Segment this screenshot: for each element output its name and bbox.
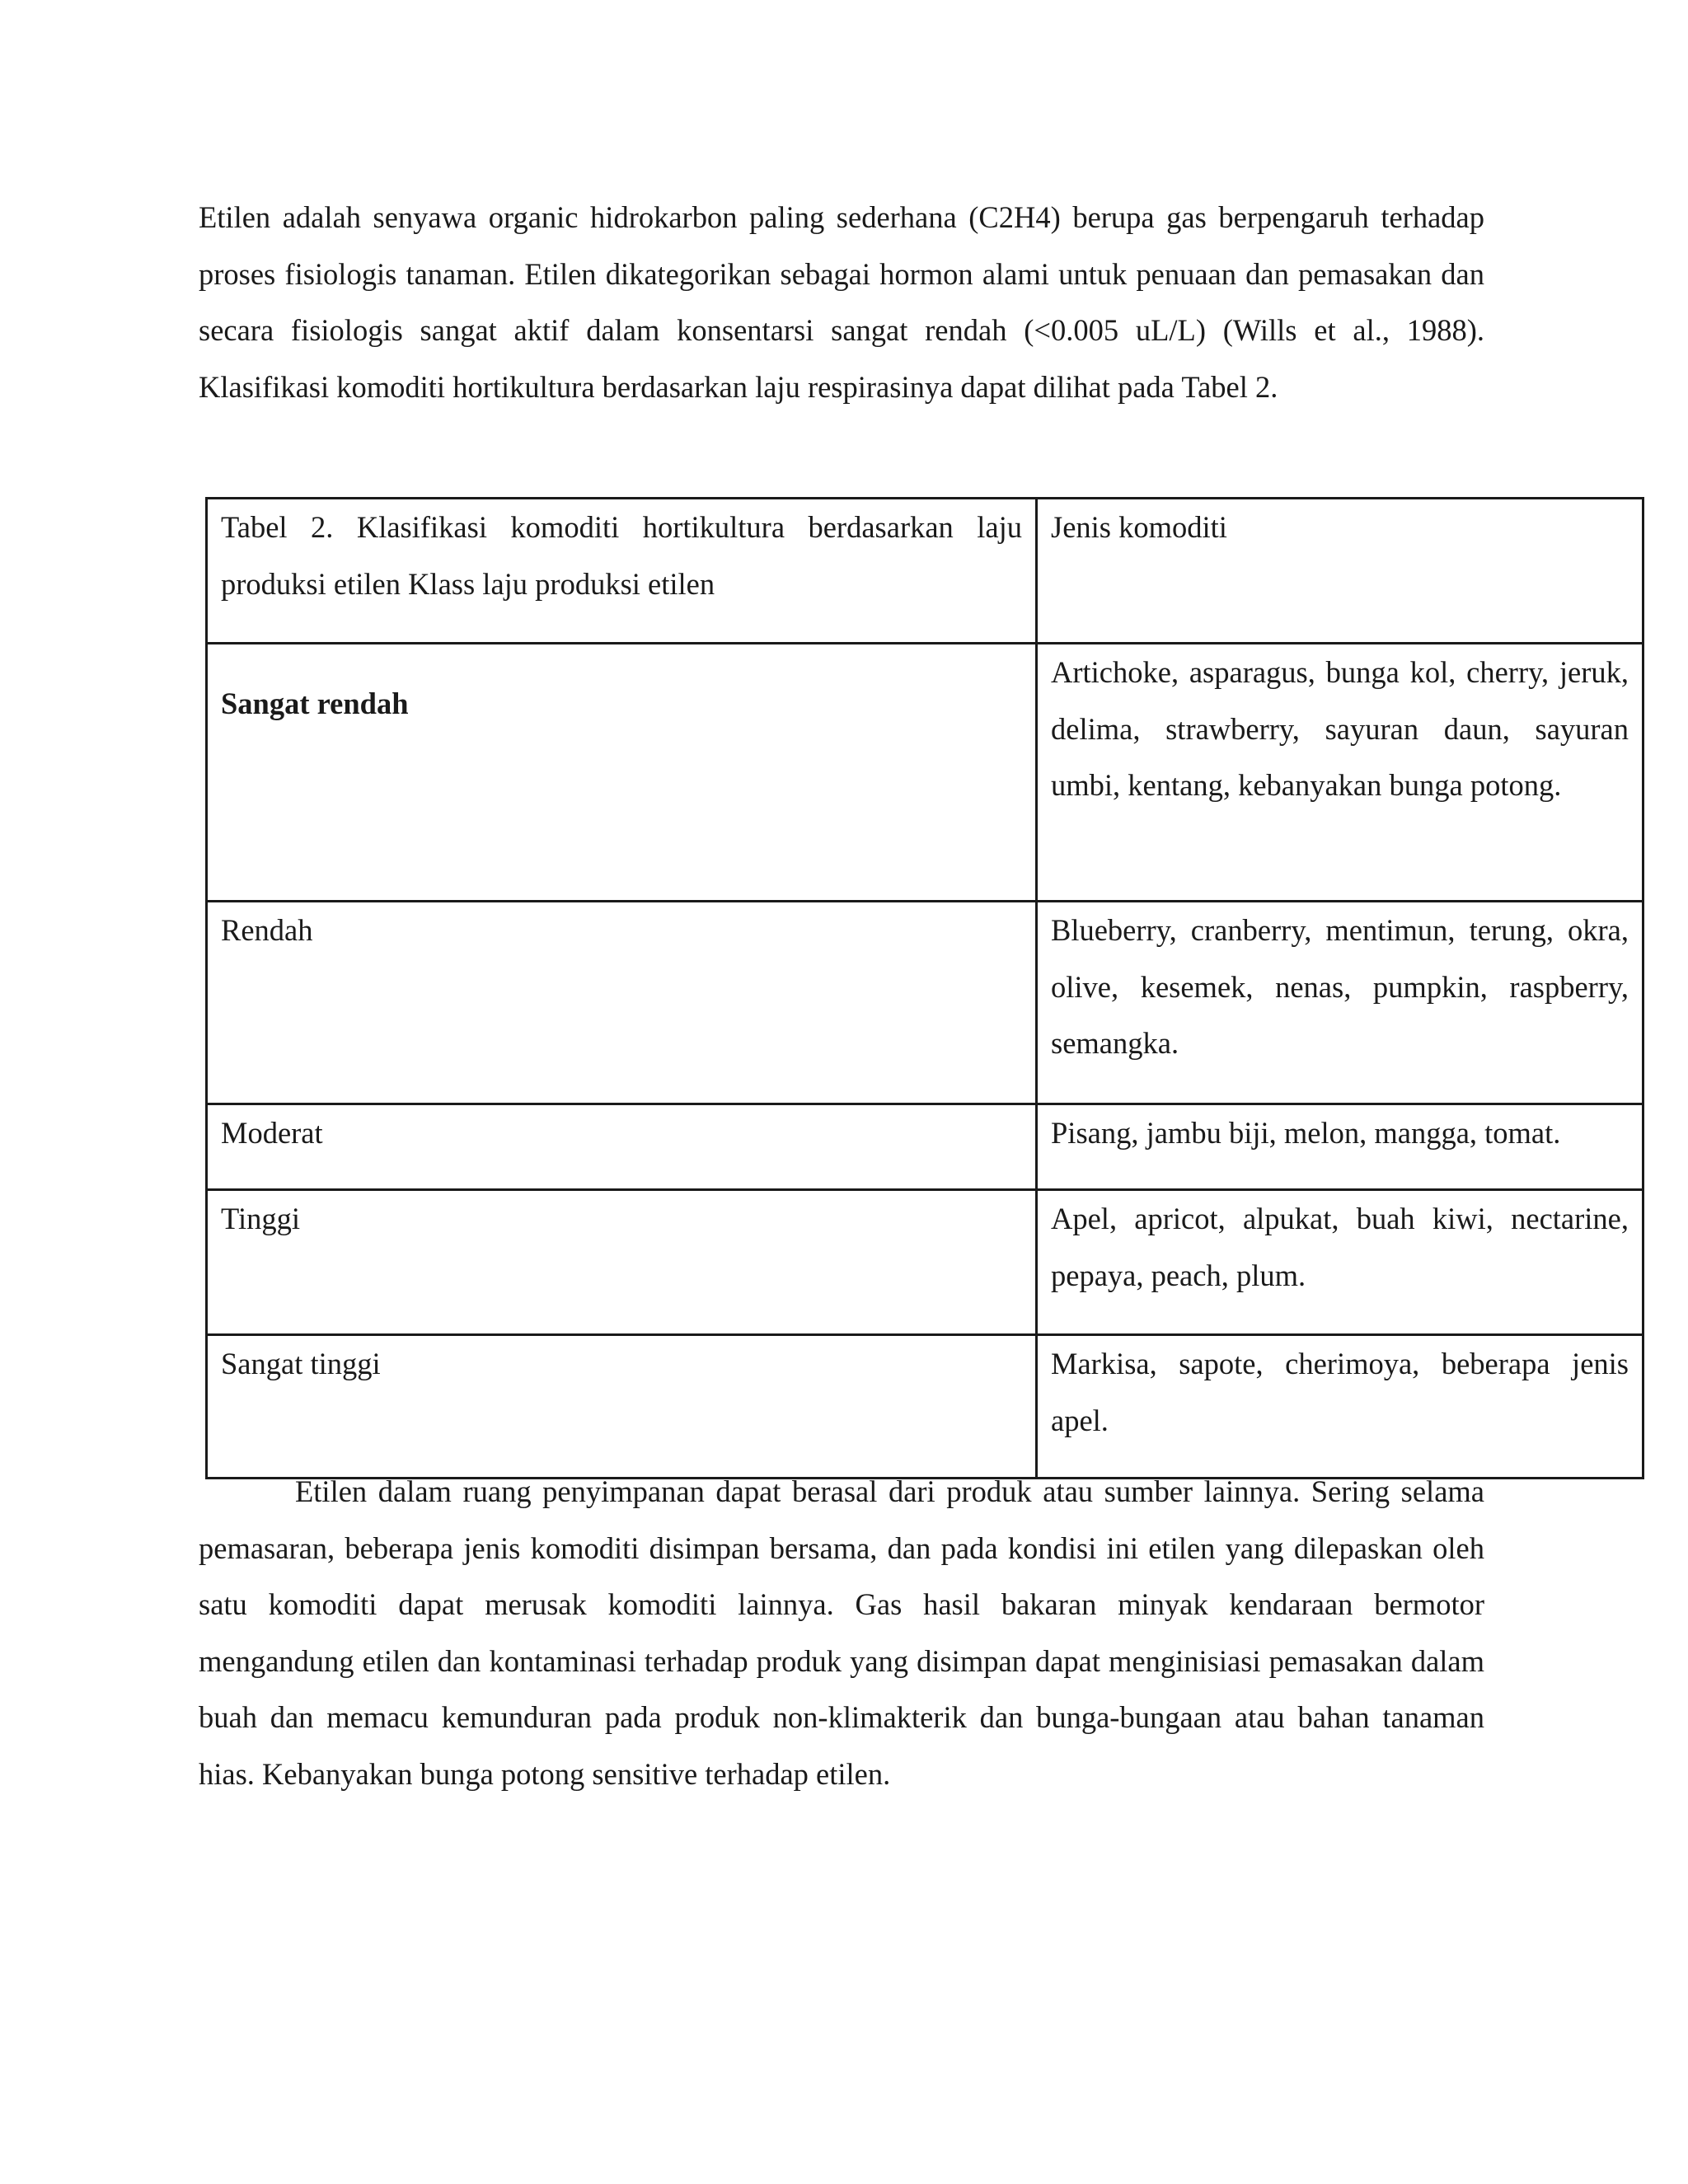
komoditi-cell: Pisang, jambu biji, melon, mangga, tomat.: [1037, 1104, 1643, 1190]
klass-cell: Moderat: [207, 1104, 1037, 1190]
komoditi-cell: Markisa, sapote, cherimoya, beberapa jenis apel.: [1037, 1335, 1643, 1479]
komoditi-cell: Blueberry, cranberry, mentimun, terung, okra, olive, kesemek, nenas, pumpkin, raspberry, semangka.: [1037, 902, 1643, 1104]
table-row: [207, 902, 1643, 1104]
table-row: [207, 1104, 1643, 1190]
klass-cell: Rendah: [207, 902, 1037, 1104]
klass-cell: Sangat rendah: [207, 644, 1037, 902]
table-row: [207, 1190, 1643, 1335]
klass-cell: Tinggi: [207, 1190, 1037, 1335]
table-row: [207, 644, 1643, 902]
ethylene-classification-table: [205, 497, 1644, 1479]
komoditi-cell: Artichoke, asparagus, bunga kol, cherry, jeruk, delima, strawberry, sayuran daun, sayuran umbi, kentang, kebanyakan bunga potong.: [1037, 644, 1643, 902]
table-row: [207, 1335, 1643, 1479]
intro-paragraph: Etilen adalah senyawa organic hidrokarbon paling sederhana (C2H4) berupa gas berpengaruh terhadap proses fisiologis tanaman. Etilen dikategorikan sebagai hormon alami untuk penuaan dan pemasakan dan secara fisiologis sangat aktif dalam konsentarsi sangat rendah (<0.005 uL/L) (Wills et al., 1988). Klasifikasi komoditi hortikultura berdasarkan laju respirasinya dapat dilihat pada Tabel 2.: [199, 200, 1484, 404]
column-header-jenis-komoditi: Jenis komoditi: [1037, 499, 1643, 644]
table-header-row: [207, 499, 1643, 644]
komoditi-cell: Apel, apricot, alpukat, buah kiwi, nectarine, pepaya, peach, plum.: [1037, 1190, 1643, 1335]
table-caption-cell: Tabel 2. Klasifikasi komoditi hortikultura berdasarkan laju produksi etilen Klass laju produksi etilen: [207, 499, 1037, 644]
klass-cell: Sangat tinggi: [207, 1335, 1037, 1479]
body-paragraph: Etilen dalam ruang penyimpanan dapat berasal dari produk atau sumber lainnya. Sering selama pemasaran, beberapa jenis komoditi disimpan bersama, dan pada kondisi ini etilen yang dilepaskan oleh satu komoditi dapat merusak komoditi lainnya. Gas hasil bakaran minyak kendaraan bermotor mengandung etilen dan kontaminasi terhadap produk yang disimpan dapat menginisiasi pemasakan dalam buah dan memacu kemunduran pada produk non-klimakterik dan bunga-bungaan atau bahan tanaman hias. Kebanyakan bunga potong sensitive terhadap etilen.: [199, 1474, 1484, 1791]
